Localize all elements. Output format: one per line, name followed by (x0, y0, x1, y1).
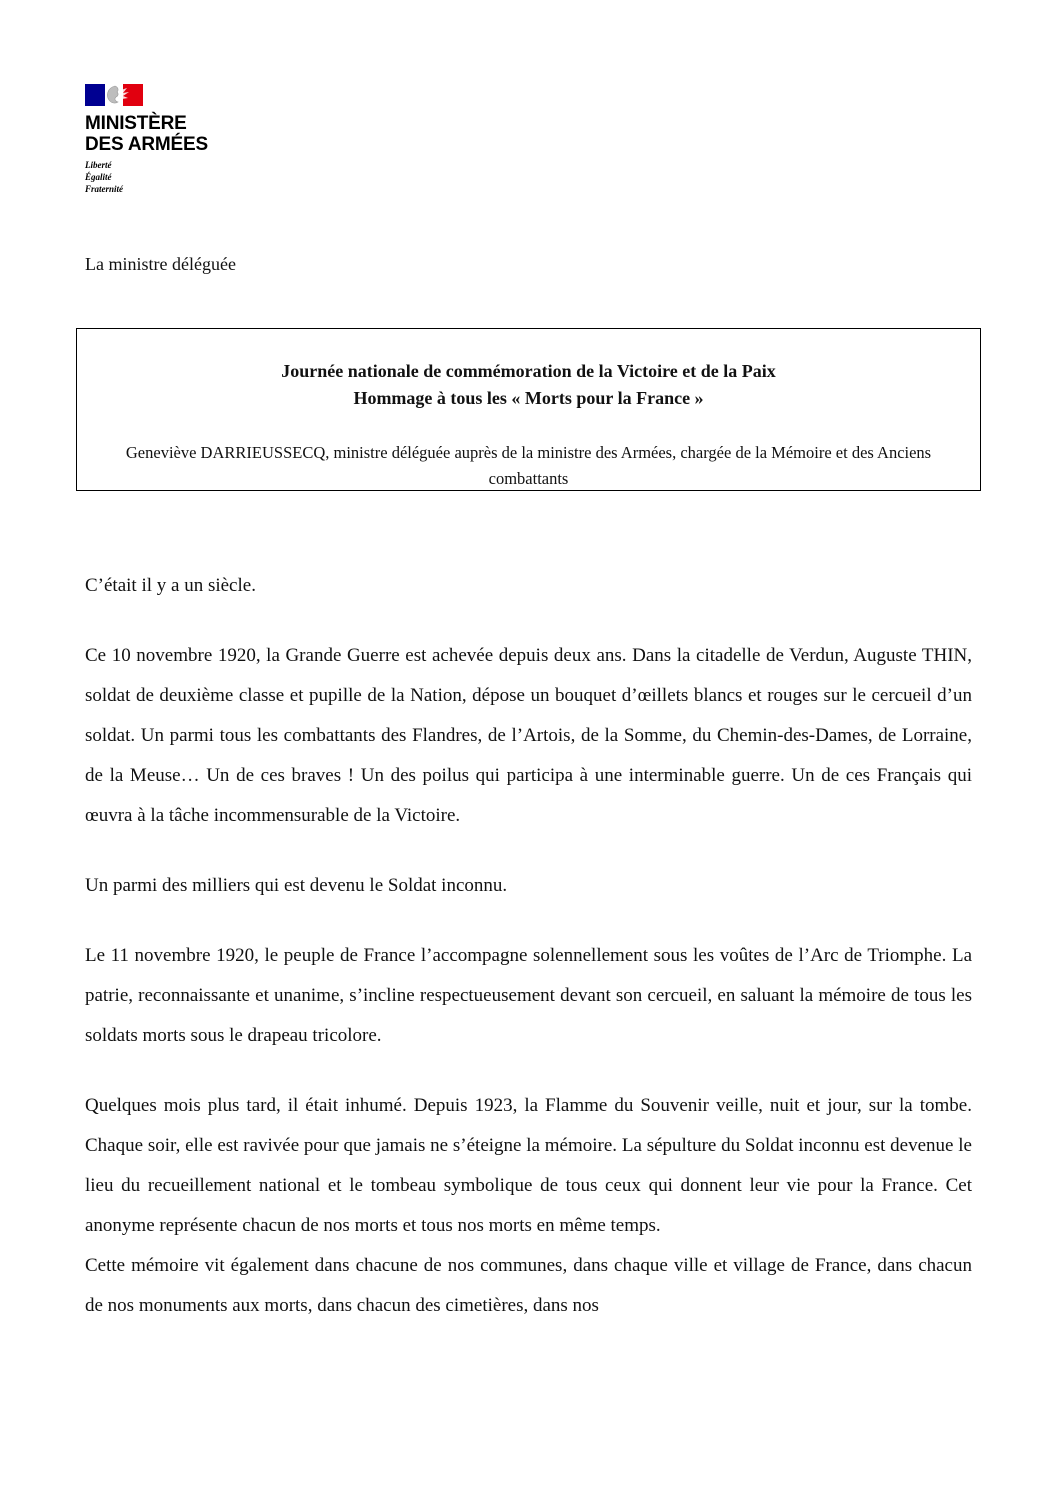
title-box (76, 328, 981, 491)
marianne-flag-icon (85, 84, 143, 106)
ministry-name-line2: DES ARMÉES (85, 134, 208, 155)
speech-title-line2: Hommage à tous les « Morts pour la France » (353, 388, 704, 408)
author-role: La ministre déléguée (85, 254, 236, 274)
motto-fraternite: Fraternité (85, 184, 124, 194)
paragraph-6: Cette mémoire vit également dans chacune de nos communes, dans chaque ville et village de France, dans chacun de nos monuments aux morts, dans chacun des cimetières, dans nos (85, 1255, 972, 1316)
paragraph-2: Ce 10 novembre 1920, la Grande Guerre est achevée depuis deux ans. Dans la citadelle de Verdun, Auguste THIN, soldat de deuxième classe et pupille de la Nation, dépose un bouquet d’œillets blancs et rouges sur le cercueil d’un soldat. Un parmi tous les combattants des Flandres, de l’Artois, de la Somme, du Chemin-des-Dames, de Lorraine, de la Meuse… Un de ces braves ! Un des poilus qui participa à une interminable guerre. Un de ces Français qui œuvra à la tâche incommensurable de la Victoire. (85, 645, 972, 826)
motto-liberte: Liberté (85, 160, 112, 170)
paragraph-4: Le 11 novembre 1920, le peuple de France l’accompagne solennellement sous les voûtes de l’Arc de Triomphe. La patrie, reconnaissante et unanime, s’incline respectueusement devant son cercueil, en saluant la mémoire de tous les soldats morts sous le drapeau tricolore. (85, 945, 972, 1046)
ministry-logo (85, 84, 245, 195)
speech-body (85, 566, 972, 1356)
paragraph-5: Quelques mois plus tard, il était inhumé. Depuis 1923, la Flamme du Souvenir veille, nuit et jour, sur la tombe. Chaque soir, elle est ravivée pour que jamais ne s’éteigne la mémoire. La sépulture du Soldat inconnu est devenue le lieu du recueillement national et le tombeau symbolique de tous ceux qui donnent leur vie pour la France. Cet anonyme représente chacun de nos morts et tous nos morts en même temps. (85, 1095, 972, 1236)
republic-motto (85, 159, 245, 195)
ministry-name-line1: MINISTÈRE (85, 113, 187, 134)
ministry-name (85, 113, 245, 155)
speech-author: Geneviève DARRIEUSSECQ, ministre déléguée auprès de la ministre des Armées, chargée de la Mémoire et des Anciens combattants (125, 443, 932, 488)
paragraph-1: C’était il y a un siècle. (85, 575, 256, 596)
paragraph-3: Un parmi des milliers qui est devenu le Soldat inconnu. (85, 875, 508, 896)
motto-egalite: Égalité (85, 172, 112, 182)
speech-title-line1: Journée nationale de commémoration de la Victoire et de la Paix (281, 361, 776, 381)
